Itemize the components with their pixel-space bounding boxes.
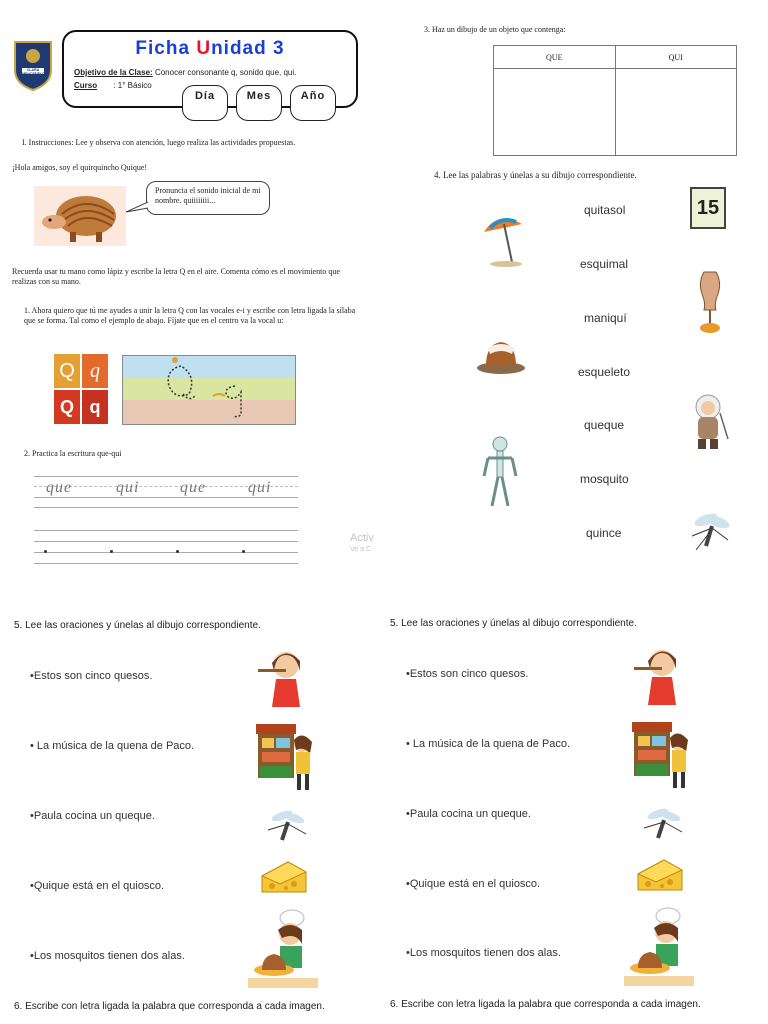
cooking-girl-image[interactable] <box>624 906 694 988</box>
cheese-image[interactable] <box>634 854 686 896</box>
drawing-table <box>493 45 737 156</box>
letter-card: q <box>82 390 108 424</box>
armadillo-image <box>34 186 126 246</box>
word-mosquito[interactable]: mosquito <box>580 472 629 486</box>
sentence-3[interactable]: •Paula cocina un queque. <box>30 810 155 822</box>
word-maniqui[interactable]: maniquí <box>584 311 627 325</box>
sentence-5[interactable]: •Los mosquitos tienen dos alas. <box>30 950 185 962</box>
dot <box>110 550 113 553</box>
activity-5-heading: 5. Lee las oraciones y únelas al dibujo correspondiente. <box>390 618 637 629</box>
sentence-2[interactable]: • La música de la quena de Paco. <box>406 738 571 750</box>
day-field[interactable]: Día <box>182 85 228 121</box>
remember-text: Recuerda usar tu mano como lápiz y escribe la letra Q en el aire. Comenta cómo es el movimiento que realizas con su mano. <box>12 267 340 286</box>
practice-syllable: que <box>180 479 207 496</box>
cake-image[interactable] <box>476 334 526 376</box>
practice-syllable: qui <box>248 479 272 496</box>
dot <box>44 550 47 553</box>
course: Curso : 1° Básico <box>74 81 152 90</box>
word-esqueleto[interactable]: esqueleto <box>578 365 631 379</box>
flute-girl-image[interactable] <box>256 645 306 707</box>
month-field[interactable]: Mes <box>236 85 282 121</box>
table-header: QUI <box>615 46 737 69</box>
speech-bubble: Pronuncia el sonido inicial de mi nombre. quiiiiiiii... <box>146 181 270 215</box>
sentence-4[interactable]: •Quique está en el quiosco. <box>30 880 165 892</box>
kiosk-image[interactable] <box>254 720 316 792</box>
word-quitasol[interactable]: quitasol <box>584 203 626 217</box>
sentence-2[interactable]: • La música de la quena de Paco. <box>30 740 195 752</box>
cheese-image[interactable] <box>258 856 310 898</box>
letter-cards <box>54 354 108 424</box>
drawing-cell-qui[interactable] <box>615 69 737 156</box>
word-esquimal[interactable]: esquimal <box>580 257 629 271</box>
kiosk-image[interactable] <box>630 718 692 790</box>
instructions: I. Instrucciones: Lee y observa con atención, luego realiza las actividades propuestas. <box>22 138 296 147</box>
activity-3: 3. Haz un dibujo de un objeto que contenga: <box>424 25 566 34</box>
practice-syllable: qui <box>116 479 140 496</box>
letter-card: Q <box>54 390 80 424</box>
page-title: Ficha Unidad 3 <box>135 38 285 59</box>
dot <box>176 550 179 553</box>
umbrella-image[interactable] <box>476 210 526 268</box>
word-queque[interactable]: queque <box>584 418 625 432</box>
eskimo-image[interactable] <box>690 393 730 451</box>
writing-strip <box>122 355 296 425</box>
number-15-card[interactable]: 15 <box>690 187 726 229</box>
activity-4: 4. Lee las palabras y únelas a su dibujo correspondiente. <box>434 170 637 180</box>
bubble-tail <box>124 200 150 214</box>
activity-6-heading: 6. Escribe con letra ligada la palabra que corresponda a cada imagen. <box>390 999 701 1010</box>
skeleton-image[interactable] <box>482 436 518 508</box>
dotted-q-letters <box>123 356 295 424</box>
objective: Objetivo de la Clase: Conocer consonante q, sonido que, qui. <box>74 68 297 77</box>
sentence-3[interactable]: •Paula cocina un queque. <box>406 808 531 820</box>
sentence-1[interactable]: •Estos son cinco quesos. <box>406 668 529 680</box>
watermark: Activ Ve a C <box>350 532 374 553</box>
practice-lines <box>34 476 298 508</box>
mosquito-image[interactable] <box>264 804 308 844</box>
greeting: ¡Hola amigos, soy el quirquincho Quique! <box>12 163 148 172</box>
practice-lines <box>34 530 298 564</box>
year-field[interactable]: Año <box>290 85 336 121</box>
table-header: QUE <box>494 46 616 69</box>
flute-girl-image[interactable] <box>632 643 682 705</box>
school-name: CLARA BRINCEFIELD <box>21 68 45 76</box>
school-logo <box>12 38 54 92</box>
activity-6-heading: 6. Escribe con letra ligada la palabra que corresponda a cada imagen. <box>14 1001 325 1012</box>
activity-2: 2. Practica la escritura que-qui <box>24 449 122 458</box>
practice-syllable: que <box>46 479 73 496</box>
cooking-girl-image[interactable] <box>248 908 318 990</box>
sentence-5[interactable]: •Los mosquitos tienen dos alas. <box>406 947 561 959</box>
letter-card: Q <box>54 354 80 388</box>
dot <box>242 550 245 553</box>
sentence-1[interactable]: •Estos son cinco quesos. <box>30 670 153 682</box>
mannequin-image[interactable] <box>696 268 724 334</box>
drawing-cell-que[interactable] <box>494 69 616 156</box>
activity-1: 1. Ahora quiero que tú me ayudes a unir la letra Q con las vocales e-i y escribe con letra ligada la sílaba que se forma. Tal como el ejemplo de abajo. Fíjate que en el centro va la vocal u: <box>24 306 356 325</box>
word-quince[interactable]: quince <box>586 526 622 540</box>
mosquito-image[interactable] <box>640 802 684 842</box>
letter-card: q <box>82 354 108 388</box>
activity-5-heading: 5. Lee las oraciones y únelas al dibujo correspondiente. <box>14 620 261 631</box>
sentence-4[interactable]: •Quique está en el quiosco. <box>406 878 541 890</box>
mosquito-image[interactable] <box>686 506 732 552</box>
